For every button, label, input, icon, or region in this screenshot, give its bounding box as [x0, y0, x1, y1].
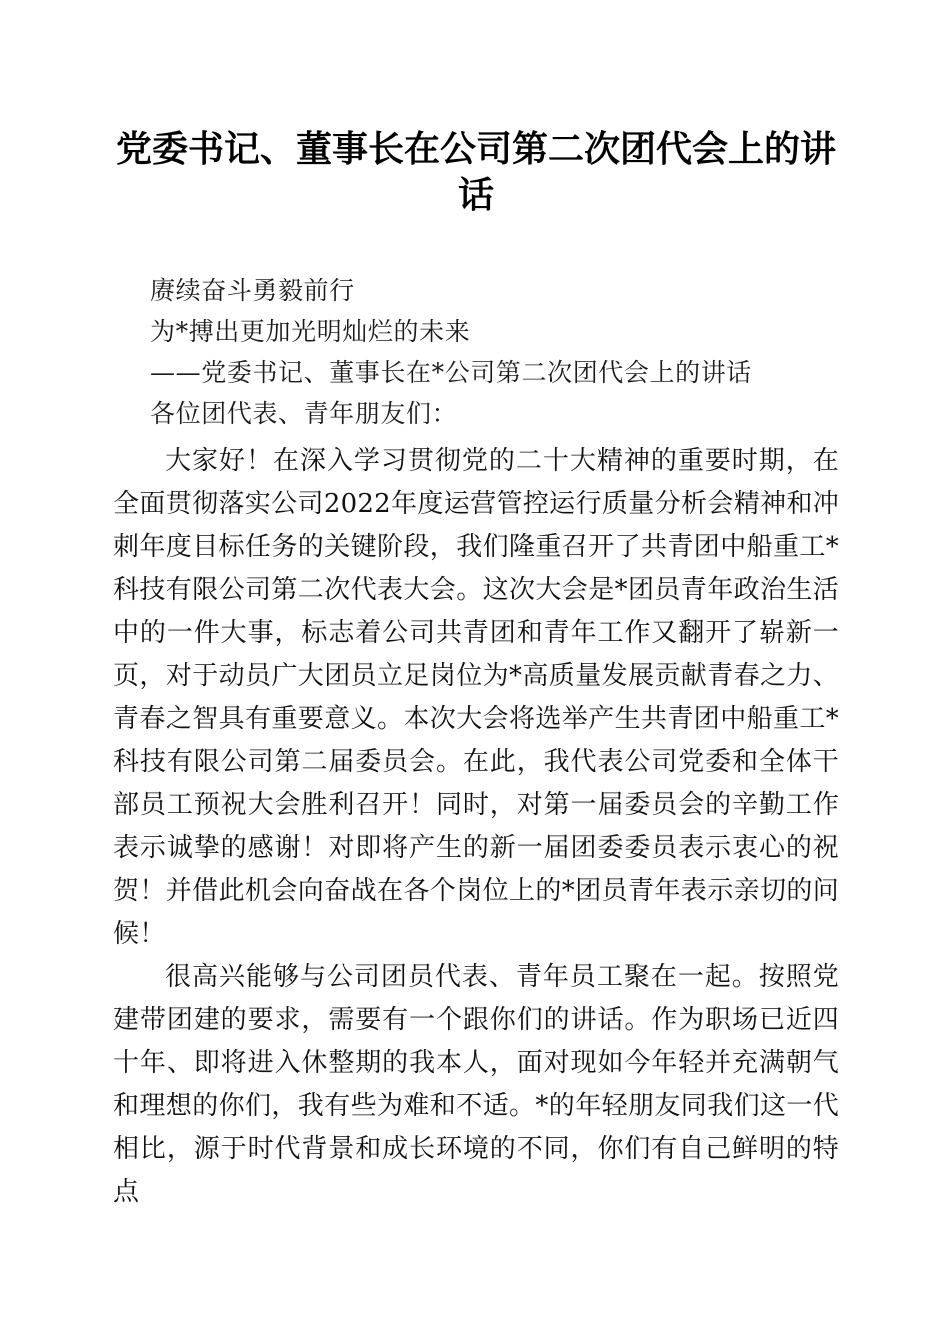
intro-block: [113, 270, 839, 434]
title-body-spacer: [113, 218, 839, 270]
page-title: 党委书记、董事长在公司第二次团代会上的讲话: [115, 129, 836, 215]
body-paragraph-2: 很高兴能够与公司团员代表、青年员工聚在一起。按照党建带团建的要求，需要有一个跟你们的讲话。作为职场已近四十年、即将进入休整期的我本人，面对现如今年轻并充满朝气和理想的你们，我有些为难和不适。*的年轻朋友同我们这一代相比，源于时代背景和成长环境的不同，你们有自己鲜明的特点: [113, 962, 839, 1207]
body-paragraph-1: 大家好！在深入学习贯彻党的二十大精神的重要时期，在全面贯彻落实公司2022年度运营管控运行质量分析会精神和冲刺年度目标任务的关键阶段，我们隆重召开了共青团中船重工*科技有限公司第二次代表大会。这次大会是*团员青年政治生活中的一件大事，标志着公司共青团和青年工作又翻开了崭新一页，对于动员广大团员立足岗位为*高质量发展贡献青春之力、青春之智具有重要意义。本次大会将选举产生共青团中船重工*科技有限公司第二届委员会。在此，我代表公司党委和全体干部员工预祝大会胜利召开！同时，对第一届委员会的辛勤工作表示诚挚的感谢！对即将产生的新一届团委委员表示衷心的祝贺！并借此机会向奋战在各个岗位上的*团员青年表示亲切的问候！: [113, 446, 839, 949]
intro-line-slogan-1: 赓续奋斗勇毅前行: [150, 276, 355, 305]
intro-line-attribution: ——党委书记、董事长在*公司第二次团代会上的讲话: [150, 358, 752, 387]
intro-line-slogan-2: 为*搏出更加光明灿烂的未来: [150, 317, 471, 346]
intro-line-salutation: 各位团代表、青年朋友们：: [150, 399, 458, 428]
body-block: [113, 440, 839, 1214]
document-content-column: [113, 0, 839, 1214]
